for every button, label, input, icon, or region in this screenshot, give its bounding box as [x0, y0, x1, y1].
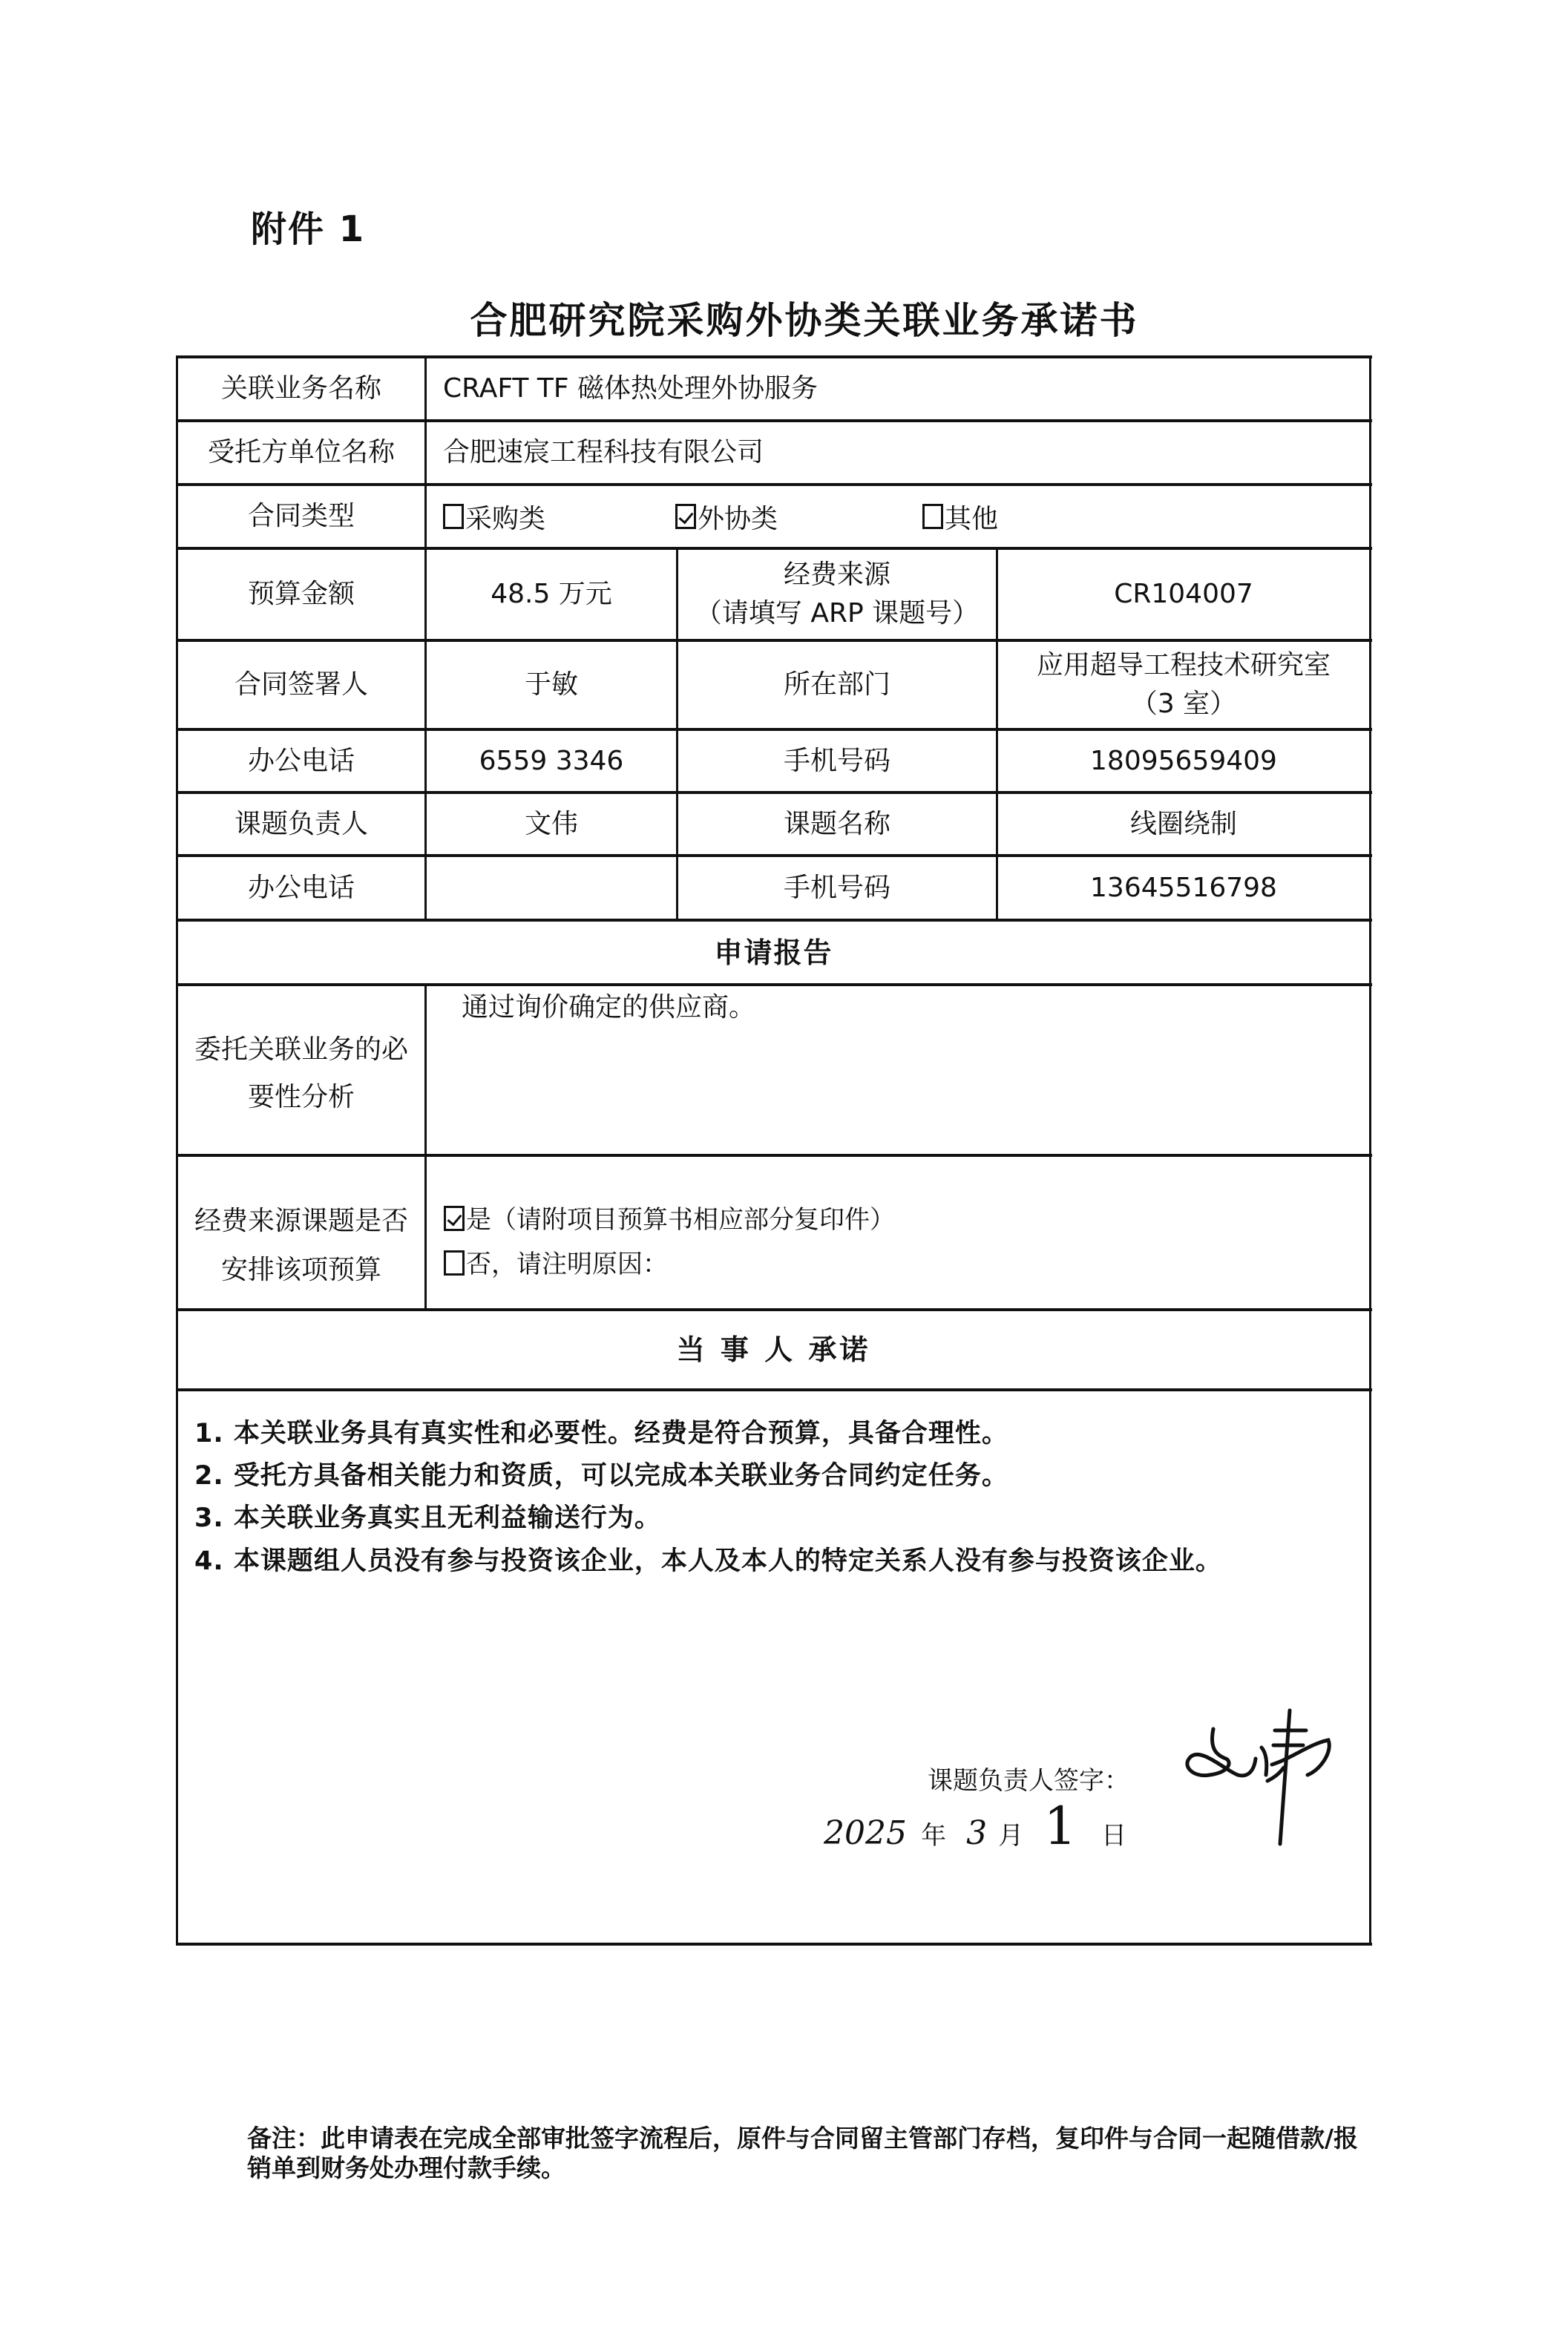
- necessity-label-line1: 委托关联业务的必: [194, 1034, 408, 1065]
- leader-mobile-label: 手机号码: [783, 872, 890, 903]
- business-name-label: 关联业务名称: [220, 373, 381, 404]
- col-divider: [424, 983, 427, 1310]
- business-name-value: CRAFT TF 磁体热处理外协服务: [443, 373, 818, 404]
- checkbox-checked-icon[interactable]: [675, 504, 696, 529]
- office-phone-label: 办公电话: [247, 745, 355, 776]
- date-year: 2025: [824, 1814, 907, 1852]
- necessity-value: 通过询价确定的供应商。: [462, 992, 756, 1023]
- signer-value: 于敏: [524, 669, 578, 700]
- contract-type-option-purchase[interactable]: [443, 485, 545, 548]
- table-border-right: [1369, 355, 1371, 1946]
- project-name-value: 线圈绕制: [1129, 808, 1237, 839]
- date-day-unit: 日: [1101, 1821, 1126, 1851]
- commitment-item: 1. 本关联业务具有真实性和必要性。经费是符合预算，具备合理性。: [194, 1419, 1008, 1448]
- leader-office-phone-value: [427, 857, 676, 919]
- table-border-bottom: [176, 1943, 1372, 1946]
- signature-date: [824, 1796, 1126, 1857]
- commitment-item: 2. 受托方具备相关能力和资质，可以完成本关联业务合同约定任务。: [194, 1461, 1008, 1491]
- date-day: 1: [1043, 1796, 1077, 1857]
- department-value-line1: 应用超导工程技术研究室: [1036, 650, 1331, 680]
- department-label: 所在部门: [783, 669, 890, 700]
- checkbox-unchecked-icon[interactable]: [444, 1250, 465, 1276]
- fund-source-value: CR104007: [1114, 579, 1253, 609]
- budget-arranged-option-no[interactable]: [444, 1242, 895, 1287]
- office-phone-value: 6559 3346: [479, 745, 624, 776]
- attachment-label: 附件 1: [251, 209, 366, 250]
- option-label: 是（请附项目预算书相应部分复印件）: [466, 1205, 895, 1235]
- checkbox-unchecked-icon[interactable]: [443, 504, 464, 529]
- necessity-label-line2: 要性分析: [247, 1082, 355, 1112]
- contract-type-option-other[interactable]: [922, 485, 998, 548]
- signature-label: 课题负责人签字：: [928, 1766, 1129, 1796]
- project-leader-value: 文伟: [524, 808, 578, 839]
- contract-type-options: [427, 485, 1369, 548]
- leader-mobile-value: 13645516798: [1090, 872, 1277, 903]
- application-section-title: 申请报告: [714, 936, 833, 969]
- necessity-label: [178, 986, 424, 1154]
- fund-source-label: [678, 550, 996, 639]
- budget-arranged-label-line2: 安排该项预算: [220, 1255, 381, 1285]
- checkbox-unchecked-icon[interactable]: [922, 504, 943, 529]
- project-leader-label: 课题负责人: [234, 808, 368, 839]
- contractor-value: 合肥速宸工程科技有限公司: [443, 437, 764, 467]
- contract-type-option-outsourcing[interactable]: [675, 485, 778, 548]
- date-month-unit: 月: [998, 1821, 1024, 1851]
- option-label: 其他: [945, 503, 999, 534]
- budget-value: 48.5 万元: [491, 579, 612, 609]
- budget-arranged-options: [444, 1198, 895, 1287]
- option-label: 采购类: [465, 503, 546, 534]
- commitment-item: 4. 本课题组人员没有参与投资该企业，本人及本人的特定关系人没有参与投资该企业。: [194, 1546, 1222, 1576]
- department-value: [998, 642, 1369, 728]
- mobile-value: 18095659409: [1090, 745, 1277, 776]
- leader-office-phone-label: 办公电话: [247, 872, 355, 903]
- budget-label: 预算金额: [247, 579, 355, 609]
- commitment-section-title: 当 事 人 承诺: [676, 1333, 871, 1366]
- budget-arranged-option-yes[interactable]: [444, 1198, 895, 1242]
- row-divider: [176, 1388, 1372, 1391]
- date-month: 3: [966, 1814, 988, 1852]
- project-name-label: 课题名称: [783, 808, 890, 839]
- budget-arranged-label-line1: 经费来源课题是否: [194, 1206, 408, 1236]
- handwritten-signature: [1180, 1707, 1351, 1855]
- option-label: 否，请注明原因：: [466, 1250, 668, 1279]
- commitment-item: 3. 本关联业务真实且无利益输送行为。: [194, 1503, 661, 1533]
- fund-source-label-line2: （请填写 ARP 课题号）: [695, 598, 980, 629]
- budget-arranged-label: [178, 1157, 424, 1308]
- footnote: 备注：此申请表在完成全部审批签字流程后，原件与合同留主管部门存档，复印件与合同一起随借款/报销单到财务处办理付款手续。: [247, 2124, 1359, 2182]
- contractor-label: 受托方单位名称: [207, 437, 395, 467]
- option-label: 外协类: [698, 503, 778, 534]
- checkbox-checked-icon[interactable]: [444, 1206, 465, 1231]
- date-year-unit: 年: [921, 1821, 947, 1851]
- signer-label: 合同签署人: [234, 669, 368, 700]
- page-title: 合肥研究院采购外协类关联业务承诺书: [470, 299, 1139, 342]
- mobile-label: 手机号码: [783, 745, 890, 776]
- fund-source-label-line1: 经费来源: [783, 559, 890, 590]
- contract-type-label: 合同类型: [247, 501, 355, 531]
- department-value-line2: （3 室）: [1130, 689, 1237, 719]
